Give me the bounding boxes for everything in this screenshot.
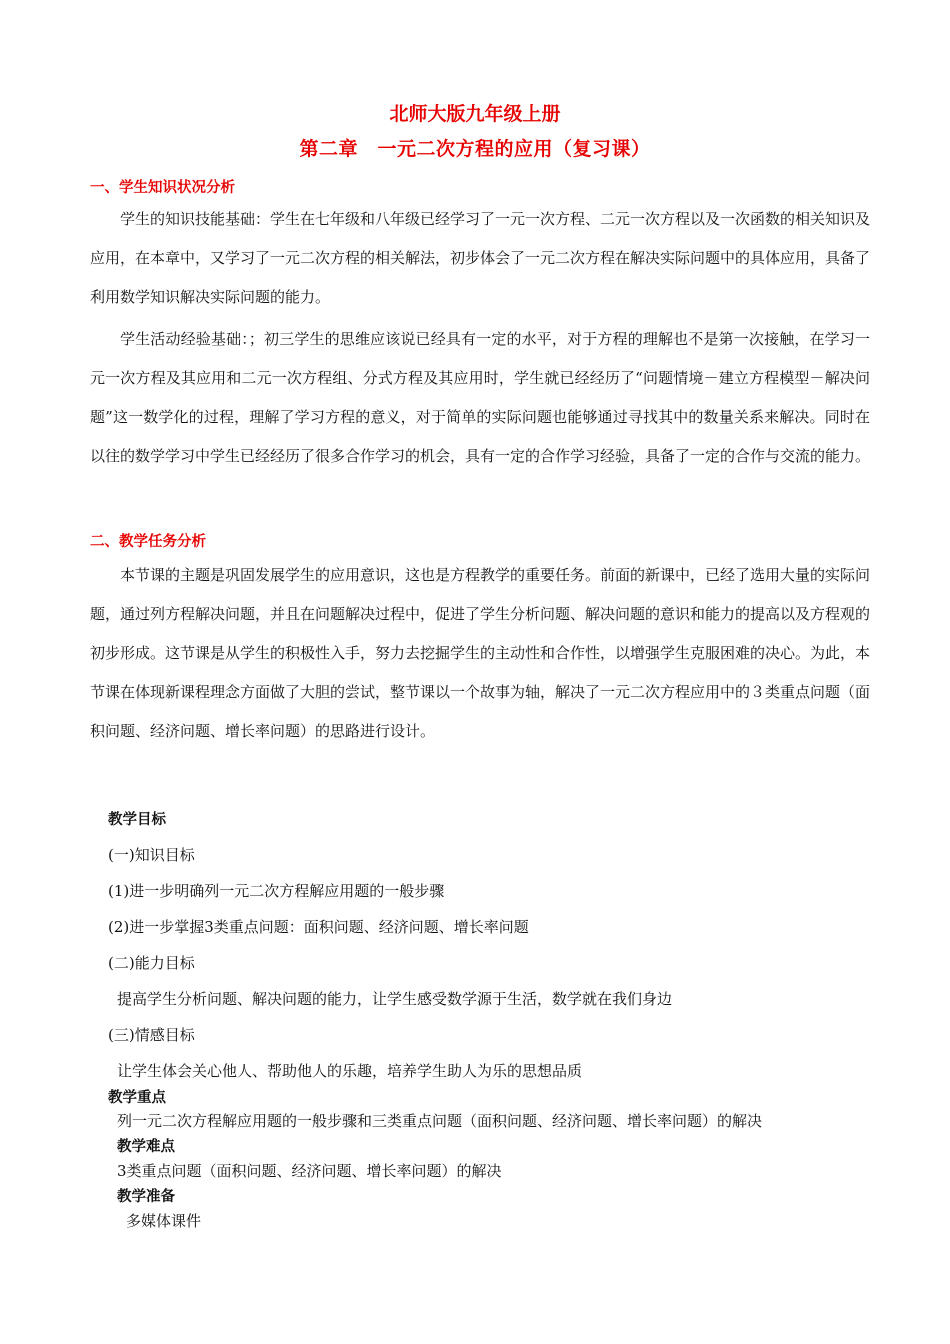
knowledge-goal-heading: (一)知识目标	[108, 846, 195, 864]
key-points-heading: 教学重点	[108, 1090, 166, 1106]
section1-heading: 一、学生知识状况分析	[90, 180, 235, 196]
document-title: 北师大版九年级上册	[389, 103, 561, 125]
section1-paragraph-2: 学生活动经验基础：；初三学生的思维应该说已经具有一定的水平，对于方程的理解也不是第一次接触，在学习一元一次方程及其应用和二元一次方程组、分式方程及其应用时，学生就已经经历了“问题情境－建立方程模型－解决问题”这一数学化的过程，理解了学习方程的意义，对于简单的实际问题也能够通过寻找其中的数量关系来解决。同时在以往的数学学习中学生已经经历了很多合作学习的机会，具有一定的合作学习经验，具备了一定的合作与交流的能力。	[90, 330, 871, 465]
difficulties-text: 3类重点问题（面积问题、经济问题、增长率问题）的解决	[117, 1162, 502, 1180]
section2-paragraph-1: 本节课的主题是巩固发展学生的应用意识，这也是方程教学的重要任务。前面的新课中，已经了选用大量的实际问题，通过列方程解决问题，并且在问题解决过程中，促进了学生分析问题、解决问题的意识和能力的提高以及方程观的初步形成。这节课是从学生的积极性入手，努力去挖掘学生的主动性和合作性，以增强学生克服困难的决心。为此，本节课在体现新课程理念方面做了大胆的尝试，整节课以一个故事为轴，解决了一元二次方程应用中的３类重点问题（面积问题、经济问题、增长率问题）的思路进行设计。	[90, 566, 871, 740]
difficulties-heading: 教学难点	[117, 1139, 175, 1155]
section2-heading: 二、教学任务分析	[90, 534, 206, 550]
key-points-text: 列一元二次方程解应用题的一般步骤和三类重点问题（面积问题、经济问题、增长率问题）的解决	[117, 1112, 763, 1130]
emotion-goal-heading: (三)情感目标	[108, 1026, 195, 1044]
knowledge-goal-item-1: (1)进一步明确列一元二次方程解应用题的一般步骤	[108, 882, 445, 900]
document-subtitle: 第二章 一元二次方程的应用（复习课）	[299, 138, 651, 160]
preparation-text: 多媒体课件	[126, 1212, 202, 1230]
knowledge-goal-item-2: (2)进一步掌握3类重点问题：面积问题、经济问题、增长率问题	[108, 918, 529, 936]
ability-goal-text: 提高学生分析问题、解决问题的能力，让学生感受数学源于生活，数学就在我们身边	[117, 990, 673, 1008]
objectives-heading: 教学目标	[108, 812, 166, 828]
section1-paragraph-1: 学生的知识技能基础：学生在七年级和八年级已经学习了一元一次方程、二元一次方程以及一次函数的相关知识及应用，在本章中，又学习了一元二次方程的相关解法，初步体会了一元二次方程在解决实际问题中的具体应用，具备了利用数学知识解决实际问题的能力。	[90, 210, 871, 306]
emotion-goal-text: 让学生体会关心他人、帮助他人的乐趣，培养学生助人为乐的思想品质	[117, 1062, 583, 1080]
preparation-heading: 教学准备	[117, 1189, 175, 1205]
ability-goal-heading: (二)能力目标	[108, 954, 195, 972]
